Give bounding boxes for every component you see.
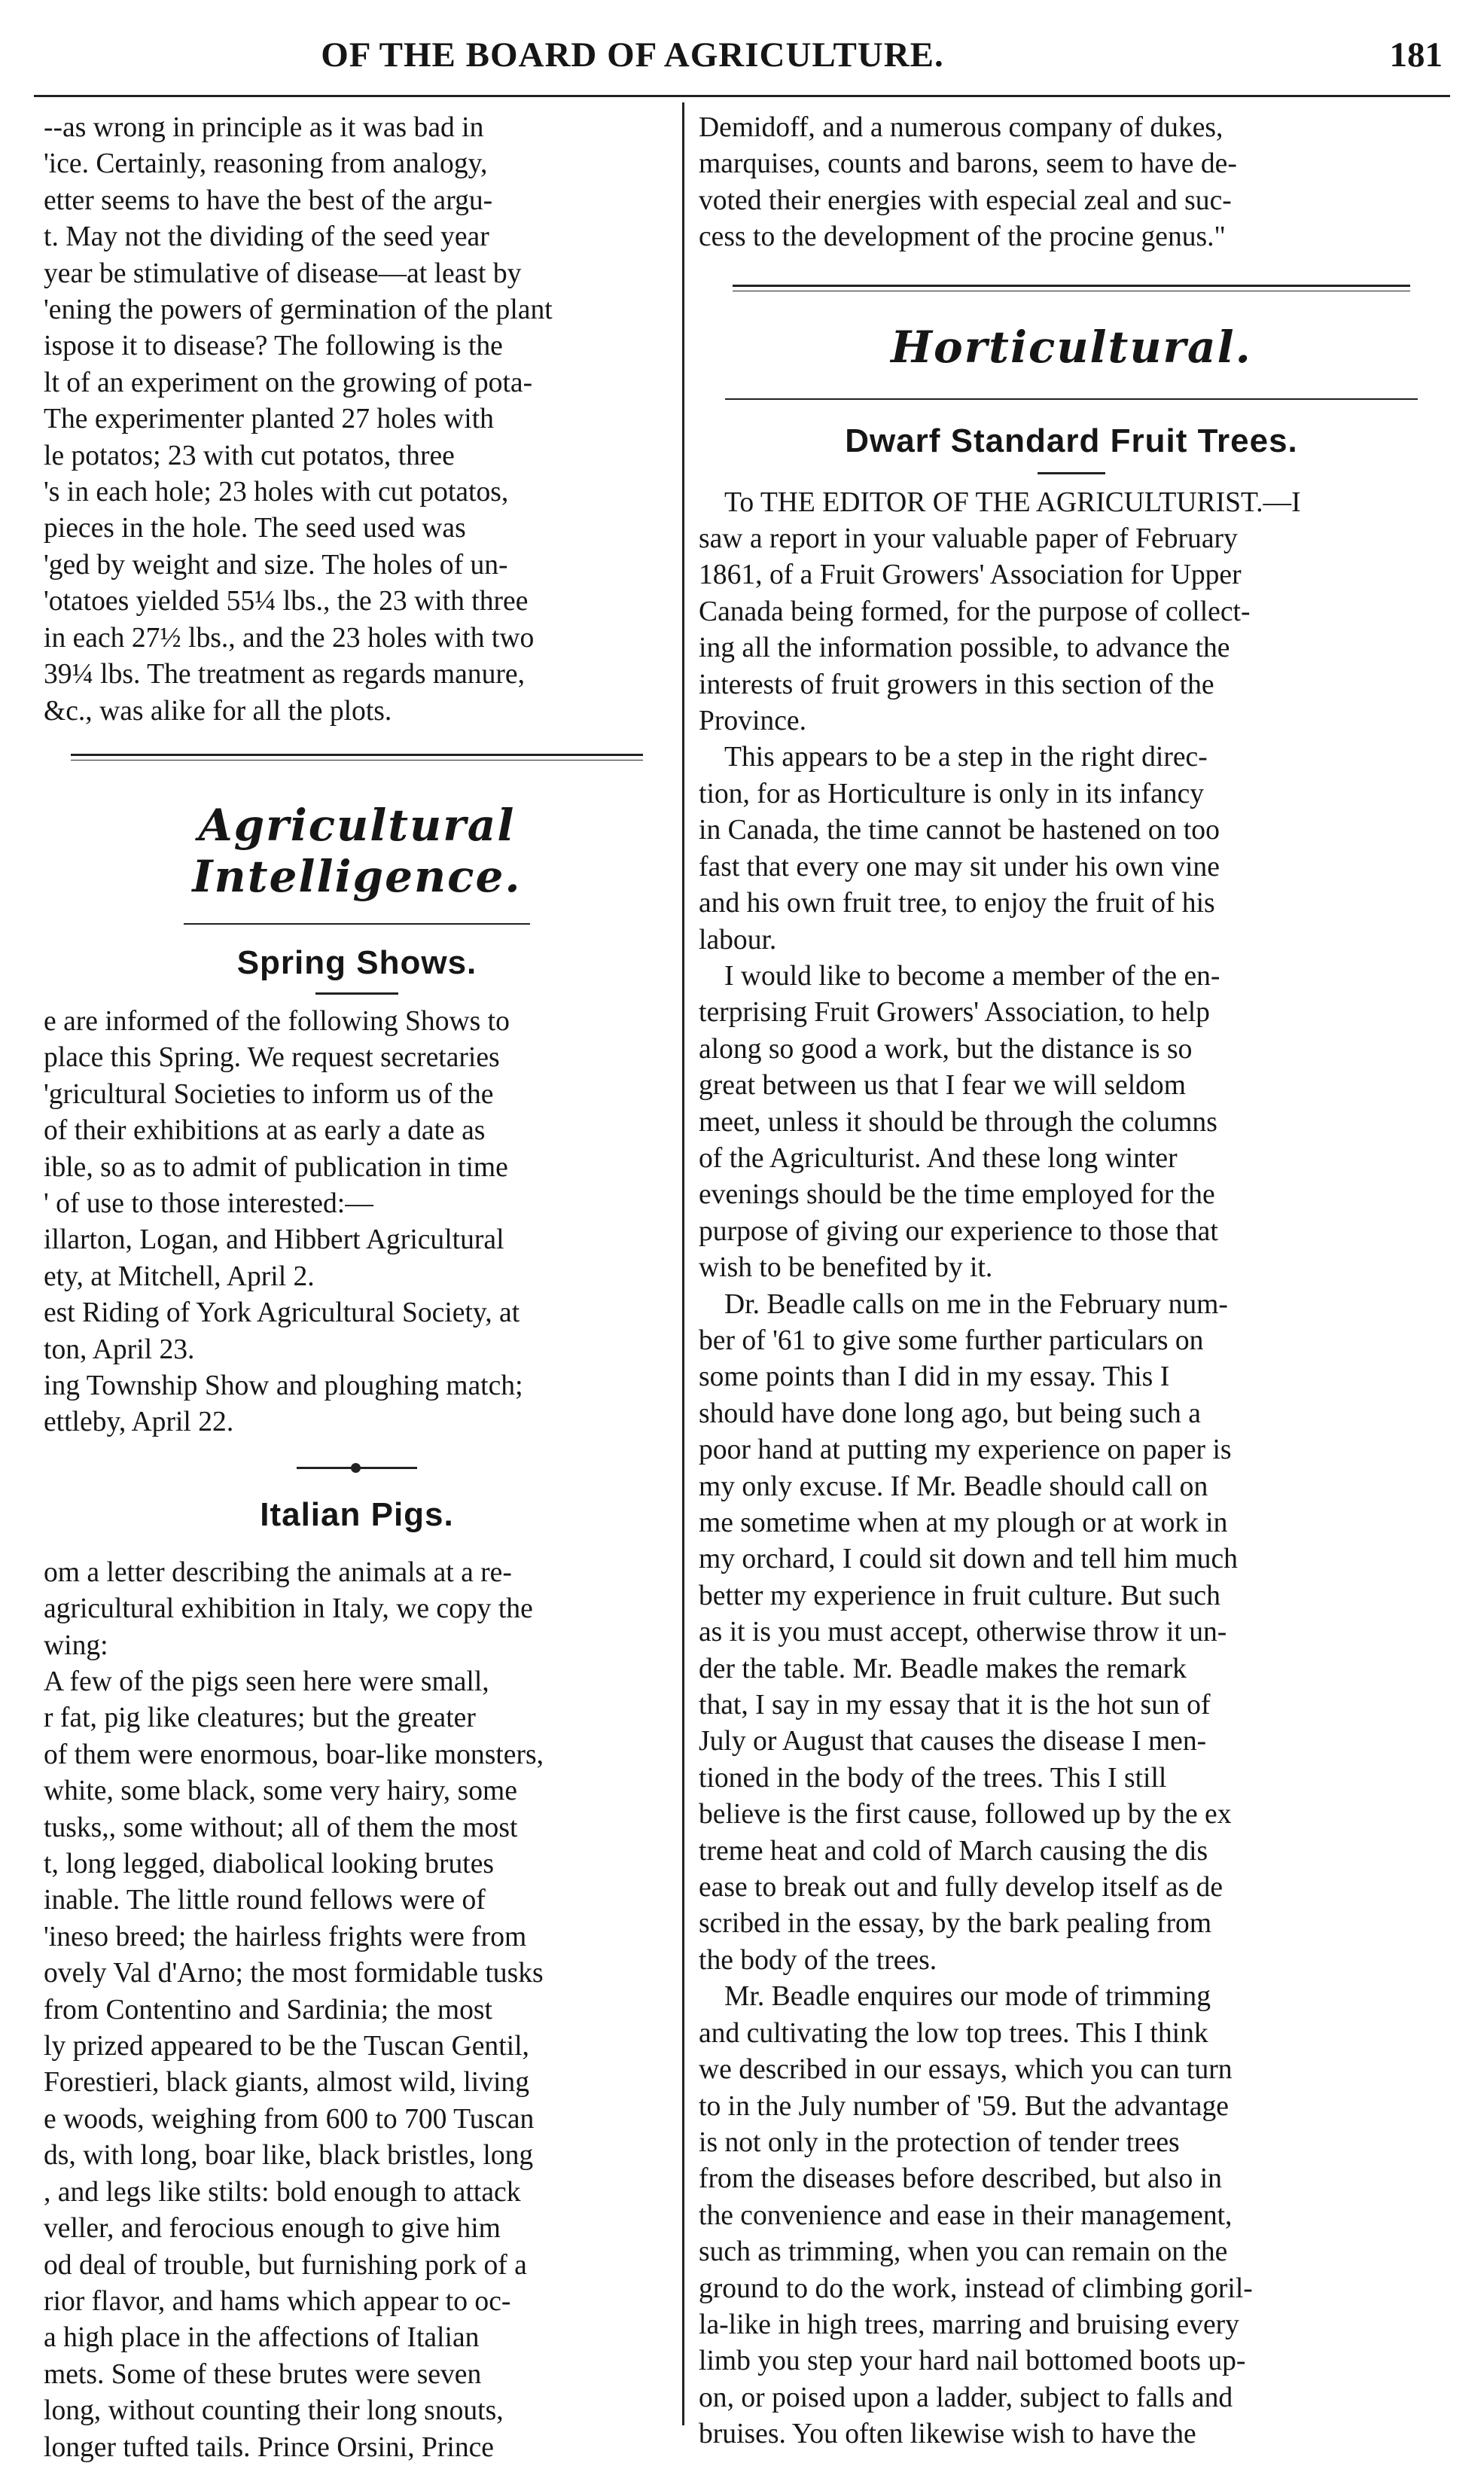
article-divider	[297, 1467, 417, 1469]
text-line: etter seems to have the best of the argu-	[44, 184, 493, 216]
right-column	[699, 110, 1444, 2450]
text-line: Province.	[699, 706, 806, 737]
text-line: as it is you must accept, otherwise throw it un-	[699, 1617, 1227, 1648]
text-line: we described in our essays, which you can turn	[699, 2054, 1233, 2086]
text-line: pieces in the hole. The seed used was	[44, 513, 466, 544]
text-line: in Canada, the time cannot be hastened on too	[699, 815, 1220, 846]
text-line: ing Township Show and ploughing match;	[44, 1370, 523, 1401]
text-line: est Riding of York Agricultural Society, at	[44, 1297, 520, 1329]
text-line: Dr. Beadle calls on me in the February num-	[724, 1288, 1228, 1320]
text-line: rior flavor, and hams which appear to oc-	[44, 2285, 511, 2317]
text-line: Demidoff, and a numerous company of dukes,	[699, 112, 1223, 143]
text-line: ing all the information possible, to advance the	[699, 633, 1230, 664]
paragraph	[699, 959, 1444, 1287]
text-line: of them were enormous, boar-like monsters,	[44, 1739, 544, 1770]
text-line: ety, at Mitchell, April 2.	[44, 1260, 315, 1292]
text-line: to in the July number of '59. But the advantage	[699, 2090, 1229, 2122]
header-rule	[34, 95, 1450, 97]
text-line: long, without counting their long snouts,	[44, 2395, 504, 2427]
text-line: such as trimming, when you can remain on the	[699, 2236, 1228, 2268]
text-line: lt of an experiment on the growing of pota-	[44, 367, 533, 398]
text-line: ' of use to those interested:—	[44, 1187, 373, 1219]
section-divider	[71, 754, 643, 761]
text-line: The experimenter planted 27 holes with	[44, 404, 494, 435]
text-line: ber of '61 to give some further particulars on	[699, 1324, 1204, 1356]
text-line: better my experience in fruit culture. But such	[699, 1580, 1220, 1611]
text-line: believe is the first cause, followed up by the ex	[699, 1799, 1232, 1830]
text-line: t, long legged, diabolical looking brutes	[44, 1849, 495, 1880]
text-line: white, some black, some very hairy, some	[44, 1776, 517, 1807]
text-line: tioned in the body of the trees. This I still	[699, 1762, 1167, 1794]
text-line: veller, and ferocious enough to give him	[44, 2213, 501, 2245]
text-line: To THE EDITOR OF THE AGRICULTURIST.—I	[724, 486, 1301, 518]
text-line: fast that every one may sit under his own vine	[699, 851, 1220, 882]
text-line: 'ening the powers of germination of the plant	[44, 294, 553, 326]
text-line: le potatos; 23 with cut potatos, three	[44, 440, 455, 471]
text-line: my only excuse. If Mr. Beadle should call on	[699, 1471, 1208, 1502]
article-heading-spring-shows: Spring Shows.	[236, 943, 477, 981]
text-line: ible, so as to admit of publication in time	[44, 1151, 508, 1183]
text-line: evenings should be the time employed for the	[699, 1179, 1215, 1211]
text-line: e woods, weighing from 600 to 700 Tuscan	[44, 2103, 535, 2135]
paragraph	[699, 1287, 1444, 1980]
text-line: ds, with long, boar like, black bristles, long	[44, 2140, 534, 2172]
text-line: wish to be benefited by it.	[699, 1252, 993, 1284]
italian-pigs-text	[44, 1555, 670, 2466]
pigs-continued-text	[699, 110, 1444, 256]
section-heading-agricultural-intelligence: Agricultural Intelligence.	[192, 799, 522, 902]
text-line: me sometime when at my plough or at work in	[699, 1507, 1228, 1538]
section-heading-horticultural: Horticultural.	[891, 321, 1252, 373]
text-line: ispose it to disease? The following is the	[44, 331, 503, 362]
article-heading-dwarf-standard-fruit-trees: Dwarf Standard Fruit Trees.	[845, 422, 1298, 459]
text-line: --as wrong in principle as it was bad in	[44, 112, 484, 143]
text-line: 's in each hole; 23 holes with cut potatos,	[44, 477, 509, 508]
text-line: of the Agriculturist. And these long winter	[699, 1142, 1178, 1174]
text-line: treme heat and cold of March causing the dis	[699, 1835, 1208, 1867]
text-line: inable. The little round fellows were of	[44, 1885, 486, 1916]
text-line: my orchard, I could sit down and tell him much	[699, 1544, 1238, 1575]
text-line: marquises, counts and barons, seem to have de-	[699, 148, 1237, 180]
text-line: Mr. Beadle enquires our mode of trimming	[724, 1981, 1211, 2013]
text-line: This appears to be a step in the right direc-	[724, 742, 1208, 773]
text-line: voted their energies with especial zeal and suc-	[699, 184, 1232, 216]
text-line: od deal of trouble, but furnishing pork of a	[44, 2249, 527, 2281]
text-line: t. May not the dividing of the seed year	[44, 221, 489, 253]
text-line: ease to break out and fully develop itself as de	[699, 1872, 1223, 1904]
text-line: from Contentino and Sardinia; the most	[44, 1994, 492, 2026]
text-line: &c., was alike for all the plots.	[44, 695, 392, 727]
paragraph	[699, 485, 1444, 740]
dwarf-trees-text	[699, 485, 1444, 2453]
text-line: der the table. Mr. Beadle makes the remark	[699, 1653, 1187, 1684]
text-line: Forestieri, black giants, almost wild, living	[44, 2067, 530, 2099]
text-line: July or August that causes the disease I men-	[699, 1726, 1207, 1757]
text-line: is not only in the protection of tender trees	[699, 2126, 1180, 2158]
text-line: cess to the development of the procine genus."	[699, 221, 1226, 253]
text-line: year be stimulative of disease—at least by	[44, 258, 522, 289]
text-line: and his own fruit tree, to enjoy the fruit of his	[699, 888, 1215, 919]
text-line: 'gricultural Societies to inform us of the	[44, 1078, 494, 1110]
text-line: ton, April 23.	[44, 1334, 195, 1365]
text-line: 'otatoes yielded 55¼ lbs., the 23 with three	[44, 586, 529, 617]
text-line: scribed in the essay, by the bark pealing from	[699, 1908, 1212, 1940]
text-line: tusks,, some without; all of them the most	[44, 1812, 518, 1843]
text-line: tion, for as Horticulture is only in its infancy	[699, 778, 1205, 809]
text-line: longer tufted tails. Prince Orsini, Prince	[44, 2431, 494, 2463]
text-line: mets. Some of these brutes were seven	[44, 2358, 482, 2390]
text-line: of their exhibitions at as early a date as	[44, 1115, 486, 1147]
text-line: saw a report in your valuable paper of February	[699, 523, 1238, 555]
text-line: poor hand at putting my experience on paper is	[699, 1434, 1232, 1466]
text-line: the convenience and ease in their management,	[699, 2199, 1233, 2231]
text-line: ovely Val d'Arno; the most formidable tusks	[44, 1958, 544, 1989]
text-line: on, or poised upon a ladder, subject to falls and	[699, 2382, 1233, 2413]
section-divider	[733, 285, 1410, 291]
text-line: a high place in the affections of Italian	[44, 2322, 480, 2354]
text-line: great between us that I fear we will seldom	[699, 1070, 1186, 1102]
text-line: terprising Fruit Growers' Association, to help	[699, 997, 1210, 1029]
text-line: along so good a work, but the distance is so	[699, 1033, 1193, 1065]
text-line: labour.	[699, 924, 777, 956]
text-line: Canada being formed, for the purpose of collect-	[699, 596, 1251, 627]
text-line: some points than I did in my essay. This I	[699, 1361, 1170, 1393]
paragraph	[699, 1979, 1444, 2452]
text-line: 'ged by weight and size. The holes of un-	[44, 549, 508, 581]
text-line: 39¼ lbs. The treatment as regards manure,	[44, 659, 525, 690]
text-line: , and legs like stilts: bold enough to attack	[44, 2176, 521, 2208]
text-line: bruises. You often likewise wish to have the	[699, 2419, 1196, 2450]
left-column	[44, 110, 670, 2463]
text-line: limb you step your hard nail bottomed boots up-	[699, 2346, 1246, 2377]
text-line: wing:	[44, 1629, 108, 1661]
spring-shows-text	[44, 1004, 670, 1441]
text-line: ly prized appeared to be the Tuscan Gentil,	[44, 2031, 529, 2062]
text-line: that, I say in my essay that it is the hot sun of	[699, 1690, 1211, 1721]
paragraph	[699, 739, 1444, 958]
text-line: 'ice. Certainly, reasoning from analogy,	[44, 148, 488, 180]
text-line: 1861, of a Fruit Growers' Association for Upper	[699, 559, 1242, 591]
potato-experiment-text	[44, 110, 670, 730]
text-line: agricultural exhibition in Italy, we copy the	[44, 1593, 533, 1625]
text-line: from the diseases before described, but also in	[699, 2163, 1222, 2195]
text-line: om a letter describing the animals at a re-	[44, 1556, 512, 1588]
text-line: r fat, pig like cleatures; but the greater	[44, 1702, 476, 1734]
text-line: ground to do the work, instead of climbing goril-	[699, 2272, 1253, 2304]
text-line: should have done long ago, but being such a	[699, 1398, 1201, 1429]
running-head: OF THE BOARD OF AGRICULTURE.	[321, 35, 944, 75]
text-line: A few of the pigs seen here were small,	[44, 1666, 489, 1697]
column-divider	[682, 102, 684, 2425]
text-line: I would like to become a member of the en-	[724, 960, 1220, 992]
text-line: the body of the trees.	[699, 1944, 937, 1976]
page-number: 181	[1389, 35, 1443, 75]
text-line: place this Spring. We request secretaries	[44, 1042, 500, 1074]
text-line: la-like in high trees, marring and bruising every	[699, 2309, 1239, 2340]
page-header	[0, 35, 1484, 87]
text-line: and cultivating the low top trees. This I think	[699, 2017, 1208, 2049]
text-line: meet, unless it should be through the columns	[699, 1106, 1217, 1138]
text-line: interests of fruit growers in this section of the	[699, 669, 1214, 700]
text-line: in each 27½ lbs., and the 23 holes with two	[44, 622, 535, 654]
text-line: 'ineso breed; the hairless frights were from	[44, 1921, 527, 1952]
text-line: ettleby, April 22.	[44, 1407, 234, 1438]
article-heading-italian-pigs: Italian Pigs.	[260, 1495, 454, 1533]
text-line: illarton, Logan, and Hibbert Agricultural	[44, 1224, 504, 1256]
text-line: purpose of giving our experience to those that	[699, 1215, 1218, 1247]
text-line: e are informed of the following Shows to	[44, 1005, 510, 1037]
